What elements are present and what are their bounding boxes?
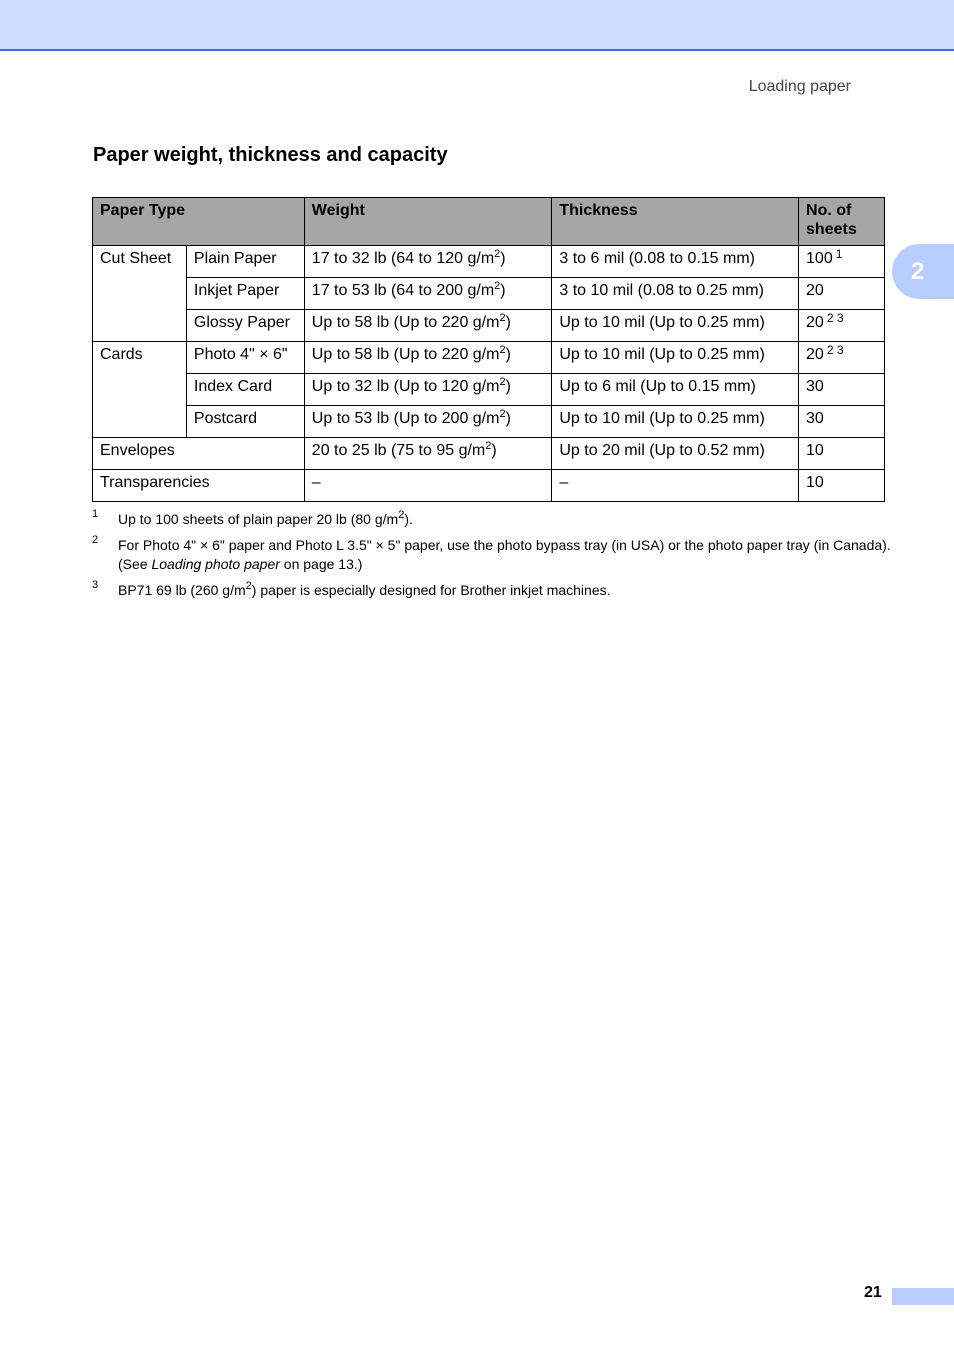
- cross-reference: Loading photo paper: [151, 556, 280, 572]
- weight-cell: 17 to 32 lb (64 to 120 $g/m^2$): [304, 246, 552, 278]
- group-cell: Cards: [93, 342, 187, 438]
- section-title: Paper weight, thickness and capacity: [93, 144, 448, 166]
- sheets-cell: 20: [799, 278, 885, 310]
- footnote-number: 1: [92, 508, 99, 520]
- sheets-cell: 10: [799, 438, 885, 470]
- type-cell: Index Card: [186, 374, 304, 406]
- sheets-cell: 20 $^{2 3}$: [799, 310, 885, 342]
- footnote-1: 1 Up to 100 sheets of plain paper 20 lb (80 $g/m^2$).: [92, 510, 892, 529]
- sheets-cell: 100 $^1$: [799, 246, 885, 278]
- footnote-number: 3: [92, 579, 99, 591]
- header-paper-type: Paper Type: [93, 198, 305, 246]
- type-cell: Photo 4" × 6": [186, 342, 304, 374]
- thickness-cell: Up to 10 mil (Up to 0.25 mm): [552, 342, 799, 374]
- thickness-cell: 3 to 10 mil (0.08 to 0.25 mm): [552, 278, 799, 310]
- thickness-cell: Up to 6 mil (Up to 0.15 mm): [552, 374, 799, 406]
- footnotes: [92, 510, 892, 607]
- table-row: [93, 406, 885, 438]
- paper-spec-table: [92, 197, 885, 502]
- thickness-cell: 3 to 6 mil (0.08 to 0.15 mm): [552, 246, 799, 278]
- type-cell: Plain Paper: [186, 246, 304, 278]
- footnote-3: 3 BP71 69 lb (260 $g/m^2$) paper is especially designed for Brother inkjet machines.: [92, 581, 892, 600]
- footnote-ref: 1: [835, 247, 843, 261]
- group-cell: Envelopes: [93, 438, 305, 470]
- thickness-cell: Up to 10 mil (Up to 0.25 mm): [552, 310, 799, 342]
- thickness-cell: Up to 20 mil (Up to 0.52 mm): [552, 438, 799, 470]
- header-thickness: Thickness: [552, 198, 799, 246]
- weight-cell: Up to 58 lb (Up to 220 $g/m^2$): [304, 310, 552, 342]
- table-row: [93, 278, 885, 310]
- chapter-tab: [892, 244, 954, 299]
- running-title: Loading paper: [748, 78, 851, 95]
- thickness-cell: –: [552, 470, 799, 502]
- header-sheets: No. of sheets: [799, 198, 885, 246]
- sheets-cell: 30: [799, 406, 885, 438]
- page-number-bar: [892, 1288, 954, 1305]
- table-row: [93, 438, 885, 470]
- weight-cell: Up to 58 lb (Up to 220 $g/m^2$): [304, 342, 552, 374]
- type-cell: Glossy Paper: [186, 310, 304, 342]
- page-number: 21: [864, 1284, 882, 1301]
- table-row: [93, 374, 885, 406]
- table-row: [93, 470, 885, 502]
- top-header-band: [0, 0, 954, 51]
- weight-cell: Up to 32 lb (Up to 120 $g/m^2$): [304, 374, 552, 406]
- type-cell: Postcard: [186, 406, 304, 438]
- weight-cell: 20 to 25 lb (75 to 95 $g/m^2$): [304, 438, 552, 470]
- table-row: [93, 310, 885, 342]
- table-header-row: [93, 198, 885, 246]
- thickness-cell: Up to 10 mil (Up to 0.25 mm): [552, 406, 799, 438]
- table-row: [93, 342, 885, 374]
- weight-cell: Up to 53 lb (Up to 200 $g/m^2$): [304, 406, 552, 438]
- footnote-2: 2 For Photo 4" × 6" paper and Photo L 3.5" × 5" paper, use the photo bypass tray (in USA) or the photo paper tray (in Canada). (See Loading photo paper on page 13.): [92, 536, 892, 574]
- group-cell: Cut Sheet: [93, 246, 187, 342]
- weight-cell: 17 to 53 lb (64 to 200 $g/m^2$): [304, 278, 552, 310]
- sheets-cell: 30: [799, 374, 885, 406]
- table-row: [93, 246, 885, 278]
- weight-cell: –: [304, 470, 552, 502]
- group-cell: Transparencies: [93, 470, 305, 502]
- footnote-number: 2: [92, 534, 99, 546]
- footnote-ref: 2 3: [826, 311, 844, 325]
- sheets-cell: 20 $^{2 3}$: [799, 342, 885, 374]
- header-weight: Weight: [304, 198, 552, 246]
- footnote-ref: 2 3: [826, 343, 844, 357]
- type-cell: Inkjet Paper: [186, 278, 304, 310]
- chapter-number: 2: [911, 257, 925, 285]
- sheets-cell: 10: [799, 470, 885, 502]
